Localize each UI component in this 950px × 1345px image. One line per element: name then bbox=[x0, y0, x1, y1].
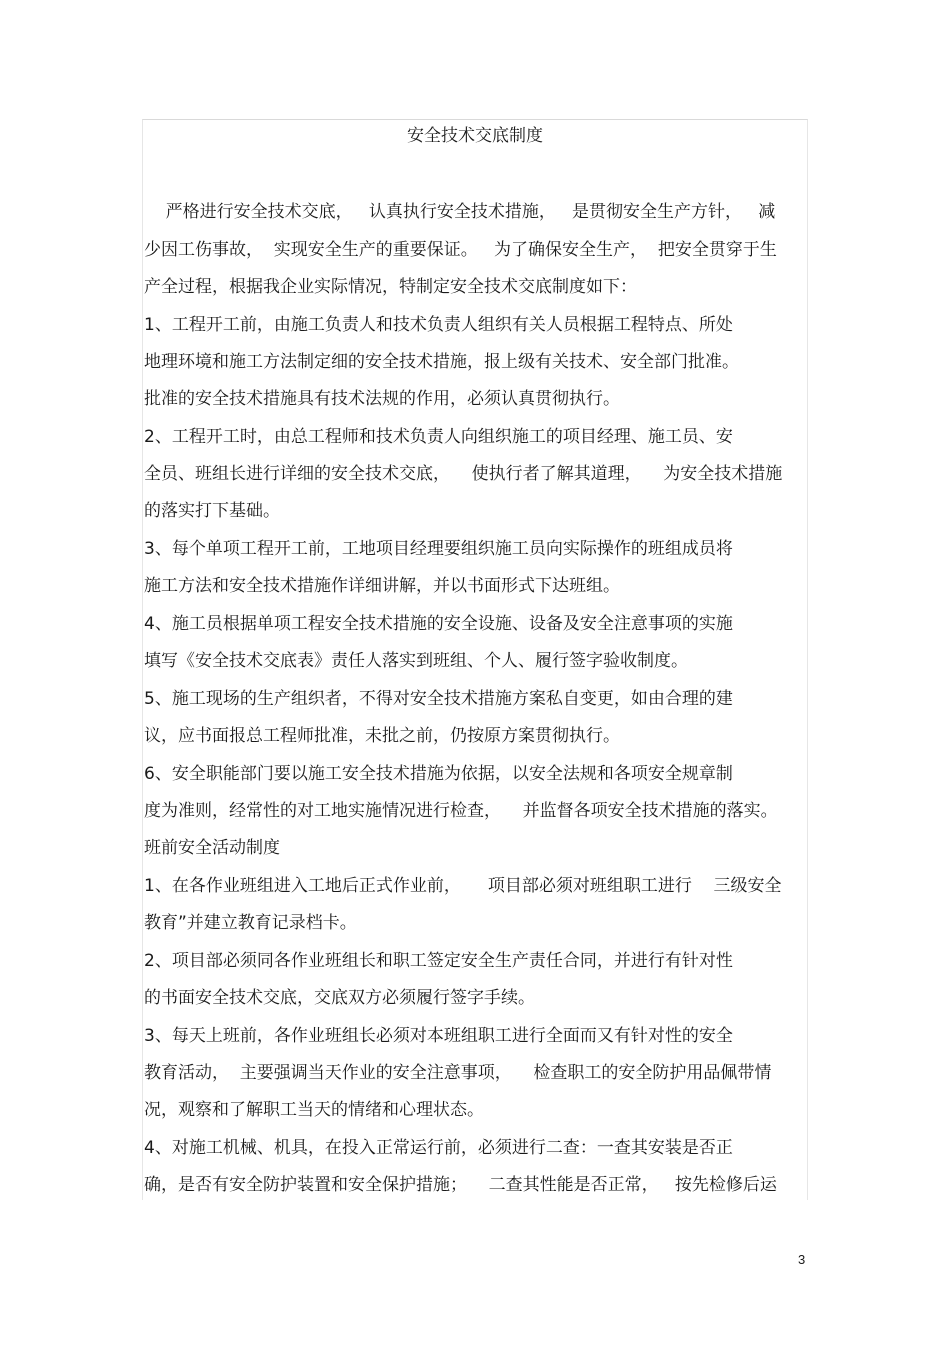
body-line: 1、工程开工前，由施工负责人和技术负责人组织有关人员根据工程特点、所处 bbox=[144, 315, 733, 335]
body-line: 教育活动， 主要强调当天作业的安全注意事项， 检查职工的安全防护用品佩带情 bbox=[144, 1063, 772, 1083]
body-line: 的书面安全技术交底，交底双方必须履行签字手续。 bbox=[144, 988, 535, 1008]
body-line: 施工方法和安全技术措施作详细讲解，并以书面形式下达班组。 bbox=[144, 576, 620, 596]
body-line: 少因工伤事故， 实现安全生产的重要保证。 为了确保安全生产， 把安全贯穿于生 bbox=[144, 240, 777, 260]
body-line: 产全过程，根据我企业实际情况，特制定安全技术交底制度如下： bbox=[144, 277, 637, 297]
body-line: 的落实打下基础。 bbox=[144, 501, 280, 521]
body-line: 2、项目部必须同各作业班组长和职工签定安全生产责任合同，并进行有针对性 bbox=[144, 951, 733, 971]
body-line: 度为准则，经常性的对工地实施情况进行检查， 并监督各项安全技术措施的落实。 bbox=[144, 801, 778, 821]
body-line: 5、施工现场的生产组织者，不得对安全技术措施方案私自变更，如由合理的建 bbox=[144, 689, 733, 709]
body-line: 3、每天上班前，各作业班组长必须对本班组职工进行全面而又有针对性的安全 bbox=[144, 1026, 733, 1046]
body-line: 填写《安全技术交底表》责任人落实到班组、个人、履行签字验收制度。 bbox=[144, 651, 688, 671]
section-heading: 班前安全活动制度 bbox=[144, 838, 280, 858]
document-title: 安全技术交底制度 bbox=[407, 126, 543, 146]
page-number: 3 bbox=[798, 1252, 806, 1267]
body-line: 1、在各作业班组进入工地后正式作业前， 项目部必须对班组职工进行 三级安全 bbox=[144, 876, 782, 896]
body-line: 况，观察和了解职工当天的情绪和心理状态。 bbox=[144, 1100, 484, 1120]
body-line: 严格进行安全技术交底， 认真执行安全技术措施， 是贯彻安全生产方针， 减 bbox=[144, 202, 776, 222]
body-line: 4、对施工机械、机具，在投入正常运行前，必须进行二查：一查其安装是否正 bbox=[144, 1138, 733, 1158]
body-line: 议，应书面报总工程师批准，未批之前，仍按原方案贯彻执行。 bbox=[144, 726, 620, 746]
body-line: 地理环境和施工方法制定细的安全技术措施，报上级有关技术、安全部门批准。 bbox=[144, 352, 739, 372]
body-line: 6、安全职能部门要以施工安全技术措施为依据，以安全法规和各项安全规章制 bbox=[144, 764, 733, 784]
body-line: 2、工程开工时，由总工程师和技术负责人向组织施工的项目经理、施工员、安 bbox=[144, 427, 733, 447]
body-line: 3、每个单项工程开工前，工地项目经理要组织施工员向实际操作的班组成员将 bbox=[144, 539, 733, 559]
body-line: 确，是否有安全防护装置和安全保护措施； 二查其性能是否正常， 按先检修后运 bbox=[144, 1175, 777, 1195]
body-line: 全员、班组长进行详细的安全技术交底， 使执行者了解其道理， 为安全技术措施 bbox=[144, 464, 783, 484]
body-line: 批准的安全技术措施具有技术法规的作用，必须认真贯彻执行。 bbox=[144, 389, 620, 409]
body-line: 4、施工员根据单项工程安全技术措施的安全设施、设备及安全注意事项的实施 bbox=[144, 614, 733, 634]
body-line: 教育”并建立教育记录档卡。 bbox=[144, 913, 357, 933]
